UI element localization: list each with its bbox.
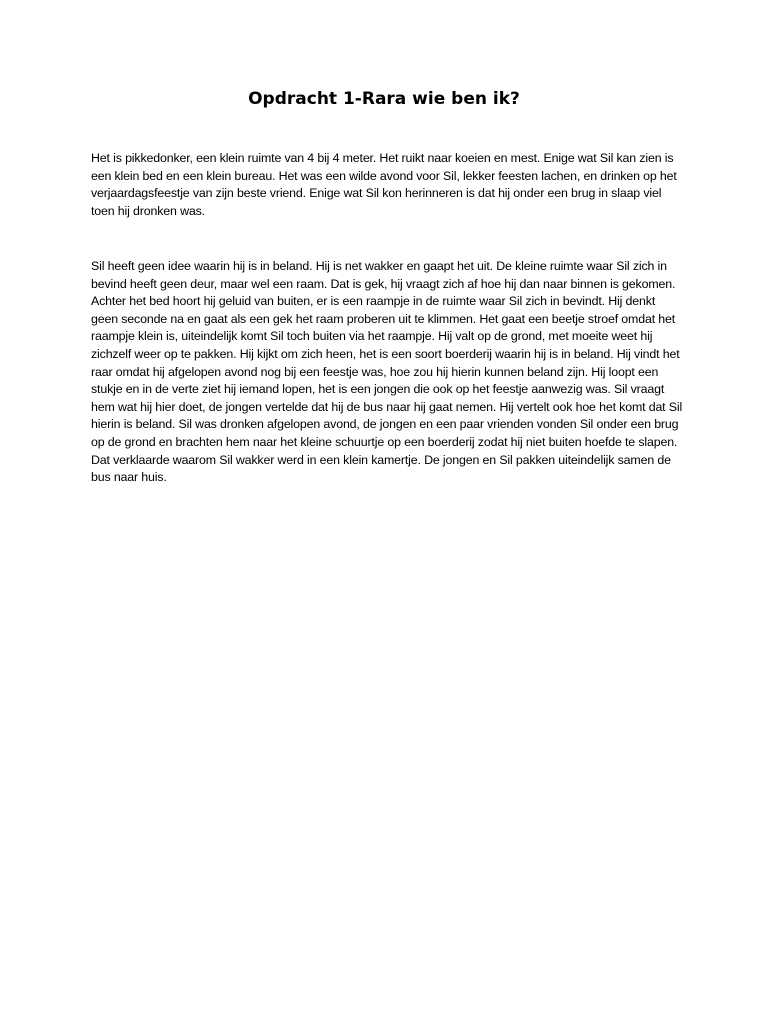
document-title: Opdracht 1-Rara wie ben ik? [248, 89, 520, 109]
paragraph-intro: Het is pikkedonker, een klein ruimte van 4 bij 4 meter. Het ruikt naar koeien en mest. Enige wat Sil kan zien is een klein bed en een klein bureau. Het was een wilde avond voor Sil, lekker feesten lachen, en drinken op het verjaardagsfeestje van zijn beste vriend. Enige wat Sil kon herinneren is dat hij onder een brug in slaap viel toen hij dronken was. [91, 151, 677, 218]
paragraph-story: Sil heeft geen idee waarin hij is in beland. Hij is net wakker en gaapt het uit. De kleine ruimte waar Sil zich in bevind heeft geen deur, maar wel een raam. Dat is gek, hij vraagt zich af hoe hij dan naar binnen is gekomen. Achter het bed hoort hij geluid van buiten, er is een raampje in de ruimte waar Sil zich in bevindt. Hij denkt geen seconde na en gaat als een gek het raam proberen uit te klimmen. Het gaat een beetje stroef omdat het raampje klein is, uiteindelijk komt Sil toch buiten via het raampje. Hij valt op de grond, met moeite weet hij zichzelf weer op te pakken. Hij kijkt om zich heen, het is een soort boerderij waarin hij is in beland. Hij vindt het raar omdat hij afgelopen avond nog bij een feestje was, hoe zou hij hierin kunnen beland zijn. Hij loopt een stukje en in de verte ziet hij iemand lopen, het is een jongen die ook op het feestje aanwezig was. Sil vraagt hem wat hij hier doet, de jongen vertelde dat hij de bus naar hij gaat nemen. Hij vertelt ook hoe het komt dat Sil hierin is beland. Sil was dronken afgelopen avond, de jongen en een paar vrienden vonden Sil onder een brug op de grond en brachten hem naar het kleine schuurtje op een boerderij zodat hij niet buiten hoefde te slapen. Dat verklaarde waarom Sil wakker werd in een klein kamertje. De jongen en Sil pakken uiteindelijk samen de bus naar huis. [91, 259, 683, 485]
